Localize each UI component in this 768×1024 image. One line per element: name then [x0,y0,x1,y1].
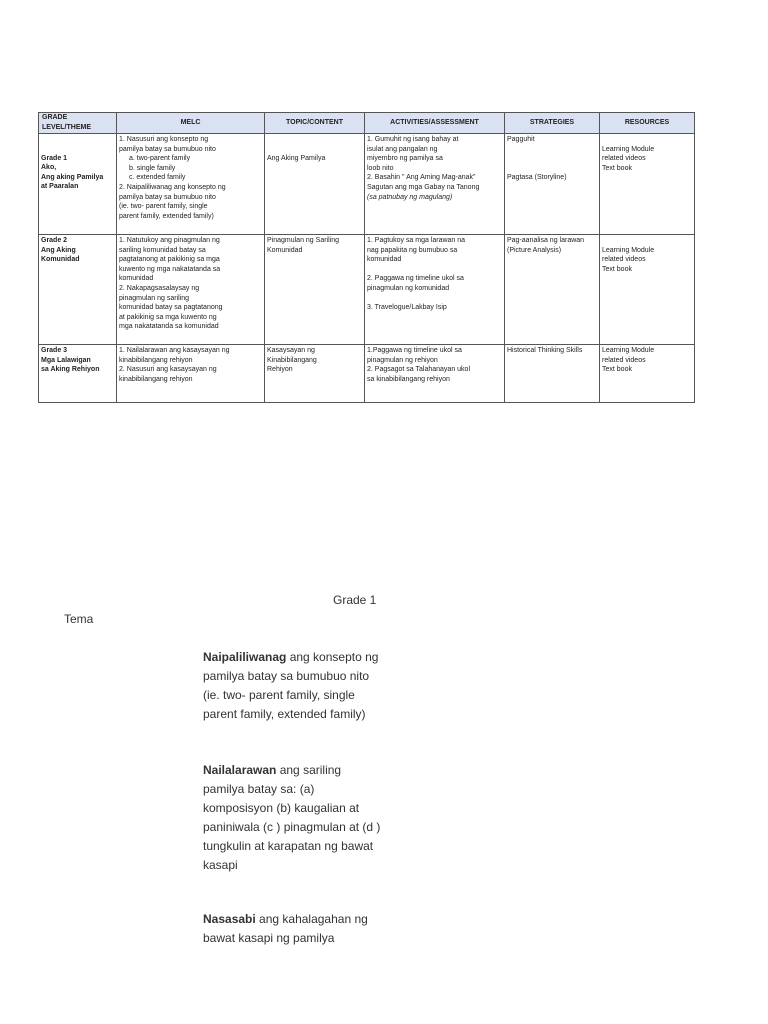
activity-line: pinagmulan ng rehiyon [367,356,438,364]
topic-line: Rehiyon [267,366,293,374]
strategy-line: Pagguhit [507,136,535,143]
col-header-grade-level: GRADE LEVEL/THEME [39,113,117,134]
activity-line: (sa patnubay ng magulang) [367,193,453,201]
competency-text: ang sariling [276,763,342,777]
theme-line: at Paaralan [41,183,79,191]
competency-line: pamilya batay sa: (a) [203,782,315,796]
theme-line: Ang Aking [41,246,76,254]
theme-line: Mga Lalawigan [41,356,91,364]
theme-line: Komunidad [41,256,80,264]
melc-line: kinabibilangang rehiyon [119,356,193,364]
resources-cell [600,235,695,345]
col-header-topic: TOPIC/CONTENT [265,113,365,134]
activity-line: miyembro ng pamilya sa [367,155,443,163]
topic-line: Pinagmulan ng Sariling [267,237,339,244]
activities-cell [365,345,505,403]
melc-line: (ie. two- parent family, single [119,203,208,211]
melc-line: pamilya batay sa bumubuo nito [119,193,216,201]
competency-first-line [203,648,378,667]
topic-line: Ang Aking Pamilya [267,155,326,163]
competency-block [203,761,380,875]
activity-line: 2. Pagsagot sa Talahanayan ukol [367,366,471,374]
grade-label: Grade 3 [41,347,68,354]
activity-line: 3. Travelogue/Lakbay Isip [367,304,447,312]
competency-line: pamilya batay sa bumubuo nito [203,669,370,683]
strategies-cell [505,345,600,403]
strategy-line: Pagtasa (Storyline) [507,174,567,182]
resource-line: Learning Module [602,347,655,354]
activity-line: 2. Paggawa ng timeline ukol sa [367,275,464,283]
activity-line: pinagmulan ng komunidad [367,284,450,292]
melc-line: 1. Natutukoy ang pinagmulan ng [119,237,220,244]
table-row [39,134,695,235]
activity-line: 1.Paggawa ng timeline ukol sa [367,347,462,354]
competency-block [203,648,378,724]
competency-block [203,910,368,948]
table-row [39,235,695,345]
curriculum-table [38,112,695,403]
grade-level-cell [39,345,117,403]
competency-line: parent family, extended family) [203,707,366,721]
melc-line: 2. Naipaliliwanag ang konsepto ng [119,183,226,191]
resource-line: Text book [602,265,632,273]
melc-cell [117,345,265,403]
melc-line: pagtatanong at pakikinig sa mga [119,256,220,264]
strategies-cell [505,134,600,235]
activity-line: 1. Pagtukoy sa mga larawan na [367,237,466,244]
activity-line: sa kinabibilangang rehiyon [367,375,450,383]
resource-line: Learning Module [602,246,655,254]
melc-line: at pakikinig sa mga kuwento ng [119,313,217,321]
melc-line: 2. Nakapagsasalaysay ng [119,284,200,292]
melc-line: kinabibilangang rehiyon [119,375,193,383]
col-header-activities: ACTIVITIES/ASSESSMENT [365,113,505,134]
melc-line: kuwento ng mga nakatatanda sa [119,265,221,273]
strategy-line: (Picture Analysis) [507,246,562,254]
resource-line: Text book [602,366,632,374]
table-row [39,345,695,403]
theme-line: Ang aking Pamilya [41,173,104,181]
melc-line: 2. Nasusuri ang kasaysayan ng [119,366,217,374]
melc-line: b. single family [129,164,176,172]
activities-cell [365,134,505,235]
resource-line: related videos [602,256,646,264]
resource-line: related videos [602,356,646,364]
activity-line: Sagutan ang mga Gabay na Tanong [367,183,480,191]
melc-line: komunidad batay sa pagtatanong [119,304,223,312]
col-header-strategies: STRATEGIES [505,113,600,134]
melc-line: a. two-parent family [129,155,191,163]
activity-line: 1. Gumuhit ng isang bahay at [367,136,459,143]
topic-cell [265,134,365,235]
competency-text: ang kahalagahan ng [255,912,368,926]
melc-cell [117,134,265,235]
topic-cell [265,235,365,345]
table-header-row [39,113,695,134]
theme-line: sa Aking Rehiyon [41,366,100,374]
melc-line: 1. Nailalarawan ang kasaysayan ng [119,347,230,354]
melc-line: sariling komunidad batay sa [119,246,206,254]
competency-first-line [203,910,368,929]
resource-line: related videos [602,155,646,163]
melc-line: pamilya batay sa bumubuo nito [119,145,216,153]
grade-label: Grade 2 [41,237,68,244]
topic-line: Kasaysayan ng [267,347,315,354]
resources-cell [600,345,695,403]
melc-line: 1. Nasusuri ang konsepto ng [119,136,209,143]
competency-verb: Naipaliliwanag [203,650,287,664]
topic-line: Komunidad [267,246,303,254]
melc-line: parent family, extended family) [119,212,214,220]
competency-verb: Nailalarawan [203,763,277,777]
activity-line: 2. Basahin " Ang Aming Mag-anak" [367,174,476,182]
competency-line: bawat kasapi ng pamilya [203,931,335,945]
competency-verb: Nasasabi [203,912,256,926]
activity-line: nag papakita ng bumubuo sa [367,246,458,254]
topic-cell [265,345,365,403]
strategy-line: Pag-aanalisa ng larawan [507,237,585,244]
activities-cell [365,235,505,345]
col-header-melc: MELC [117,113,265,134]
grade-level-cell [39,134,117,235]
melc-line: pinagmulan ng sariling [119,294,190,302]
tema-label: Tema [64,612,94,626]
section-title: Grade 1 [333,593,377,607]
resource-line: Learning Module [602,145,655,153]
strategies-cell [505,235,600,345]
competency-first-line [203,761,380,780]
competency-line: komposisyon (b) kaugalian at [203,801,360,815]
competency-line: kasapi [203,858,238,872]
col-header-resources: RESOURCES [600,113,695,134]
grade-level-cell [39,235,117,345]
activity-line: komunidad [367,256,402,264]
resources-cell [600,134,695,235]
grade-label: Grade 1 [41,154,68,162]
melc-line: c. extended family [129,174,186,182]
melc-cell [117,235,265,345]
topic-line: Kinabibilangang [267,356,317,364]
competency-line: paniniwala (c ) pinagmulan at (d ) [203,820,381,834]
melc-line: komunidad [119,275,154,283]
competency-text: ang konsepto ng [286,650,379,664]
activity-line: loob nito [367,164,394,172]
strategy-line: Historical Thinking Skills [507,347,583,354]
competency-line: (ie. two- parent family, single [203,688,355,702]
competency-line: tungkulin at karapatan ng bawat [203,839,374,853]
activity-line: isulat ang pangalan ng [367,145,438,153]
resource-line: Text book [602,164,632,172]
melc-line: mga nakatatanda sa komunidad [119,323,219,331]
theme-line: Ako, [41,164,57,172]
